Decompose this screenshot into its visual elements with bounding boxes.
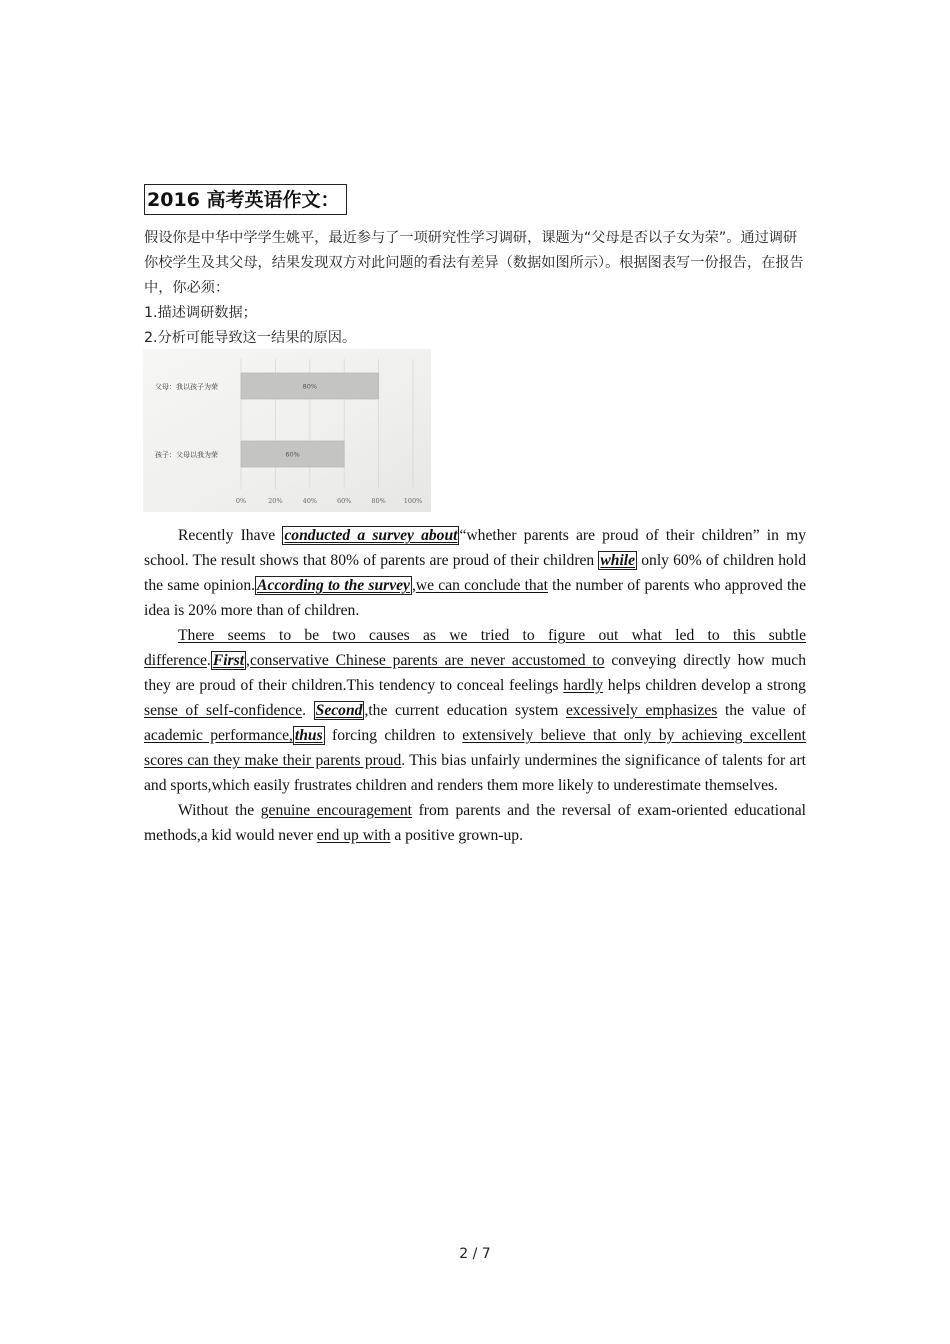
essay-prompt [144,226,808,351]
category-label: 父母：我以孩子为荣 [155,383,218,391]
underlined-phrase: genuine encouragement [260,802,412,819]
key-phrase: First [212,652,245,669]
text-run: forcing children to [324,727,463,744]
key-phrase: thus [294,727,323,744]
essay-title: 2016 高考英语作文： [144,184,347,215]
x-tick-label: 0% [235,497,247,505]
underlined-phrase: hardly [563,677,604,694]
essay-paragraph-1 [144,523,806,623]
essay-paragraph-3 [144,798,806,848]
text-run: conveying directly how much they are proud of their children.This tendency to conceal feelings [144,652,806,694]
underlined-phrase: excessively emphasizes [565,702,718,719]
bar-value-label: 80% [302,382,318,391]
category-label: 孩子：父母以我为荣 [155,451,218,459]
prompt-item-2: 2.分析可能导致这一结果的原因。 [144,330,357,346]
key-phrase: conducted a survey about [284,527,458,544]
x-tick-label: 100% [403,497,423,505]
key-phrase: According to the survey [257,577,410,594]
bar-chart [143,349,431,512]
text-run: from parents and the reversal of exam-oriented educational methods,a kid would never [144,802,806,844]
x-tick-label: 20% [268,497,283,505]
underlined-phrase: extensively believe that only by achieving excellent scores can they make their parents proud [144,727,806,769]
text-run: . This bias unfairly undermines the significance of talents for art and sports,which easily frustrates children and renders them more likely to underestimate themselves. [144,752,806,794]
underlined-phrase: we can conclude that [415,577,548,594]
x-tick-label: 80% [371,497,386,505]
x-tick-label: 60% [336,497,352,505]
key-phrase: while [600,552,636,569]
underlined-phrase: There seems to be two causes as we tried to figure out what led to this subtle difference [144,627,806,669]
text-run: Without the [178,802,261,819]
underlined-phrase: conservative Chinese parents are never accustomed to [249,652,605,669]
text-run: helps children develop a strong [603,677,806,694]
text-run: only 60% of children hold the same opinion. [144,552,806,594]
prompt-item-1: 1.描述调研数据； [144,305,257,321]
underlined-phrase: sense of self-confidence [144,702,303,719]
text-run: , [246,652,250,669]
prompt-paragraph: 假设你是中华中学学生姚平，最近参与了一项研究性学习调研，课题为“父母是否以子女为荣”。通过调研你校学生及其父母，结果发现双方对此问题的看法有差异（数据如图所示）。根据图表写一份报告，在报告中，你必须： [144,230,804,296]
text-run: . [302,702,314,719]
text-run: the number of parents who approved the idea is 20% more than of children. [144,577,807,619]
essay-body [144,523,806,848]
page-number: 2 / 7 [459,1246,491,1262]
underlined-phrase: academic performance, [144,727,293,744]
text-run: a positive grown-up. [390,827,523,844]
text-run: . [206,652,211,669]
underlined-phrase: end up with [316,827,391,844]
x-tick-label: 40% [302,497,318,505]
text-run: Recently Ihave [178,527,283,544]
text-run: the value of [717,702,807,719]
essay-paragraph-2 [144,623,806,798]
text-run: , [411,577,416,594]
bar-value-label: 60% [285,450,300,459]
key-phrase: Second [315,702,363,719]
text-run: “whether parents are proud of their children” in my school. The result shows that 80% of parents are proud of their children [144,527,807,569]
text-run: ,the current education system [364,702,566,719]
